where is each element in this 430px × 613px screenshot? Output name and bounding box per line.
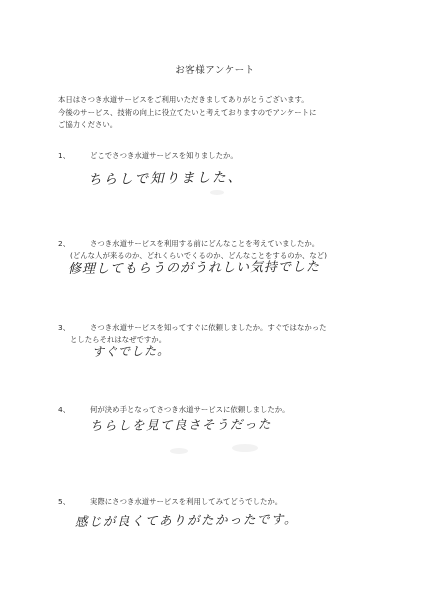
question-3-number: 3、: [58, 323, 71, 332]
question-2-subtext: (どんな人が来るのか、どれくらいでくるのか、どんなことをするのか、など): [70, 251, 328, 260]
question-3-text: さつき水道サービスを知ってすぐに依頼しましたか。すぐではなかった: [90, 323, 327, 332]
answer-3-handwritten: すぐでした。: [91, 343, 171, 359]
scan-smudge: [232, 444, 258, 452]
question-5-text: 実際にさつき水道サービスを利用してみてどうでしたか。: [90, 497, 283, 506]
scan-smudge: [170, 448, 188, 454]
answer-1-handwritten: ちらしで知りました、: [87, 169, 244, 188]
scan-smudge: [210, 190, 224, 195]
answer-2-handwritten: 修理してもらうのがうれしい気持でした: [67, 259, 321, 277]
intro-line-2: 今後のサービス、技術の向上に役立てたいと考えておりますのでアンケートに: [58, 107, 317, 117]
question-4-text: 何が決め手となってさつき水道サービスに依頼しましたか。: [90, 405, 290, 414]
question-5-number: 5、: [58, 497, 71, 506]
question-2-number: 2、: [58, 239, 71, 248]
question-1-text: どこでさつき水道サービスを知りましたか。: [90, 151, 238, 160]
survey-title: お客様アンケート: [175, 65, 255, 76]
survey-intro: [58, 94, 393, 132]
question-3-subtext: としたらそれはなぜですか。: [70, 335, 167, 344]
question-1-number: 1、: [58, 151, 71, 160]
intro-line-3: ご協力ください。: [58, 120, 118, 129]
question-4-number: 4、: [58, 405, 71, 414]
answer-4-handwritten: ちらしを見て良さそうだった: [89, 416, 273, 433]
question-2-text: さつき水道サービスを利用する前にどんなことを考えていましたか。: [90, 239, 320, 248]
intro-line-1: 本日はさつき水道サービスをご利用いただきましてありがとうございます。: [58, 95, 309, 104]
answer-5-handwritten: 感じが良くてありがたかったです。: [74, 511, 299, 529]
